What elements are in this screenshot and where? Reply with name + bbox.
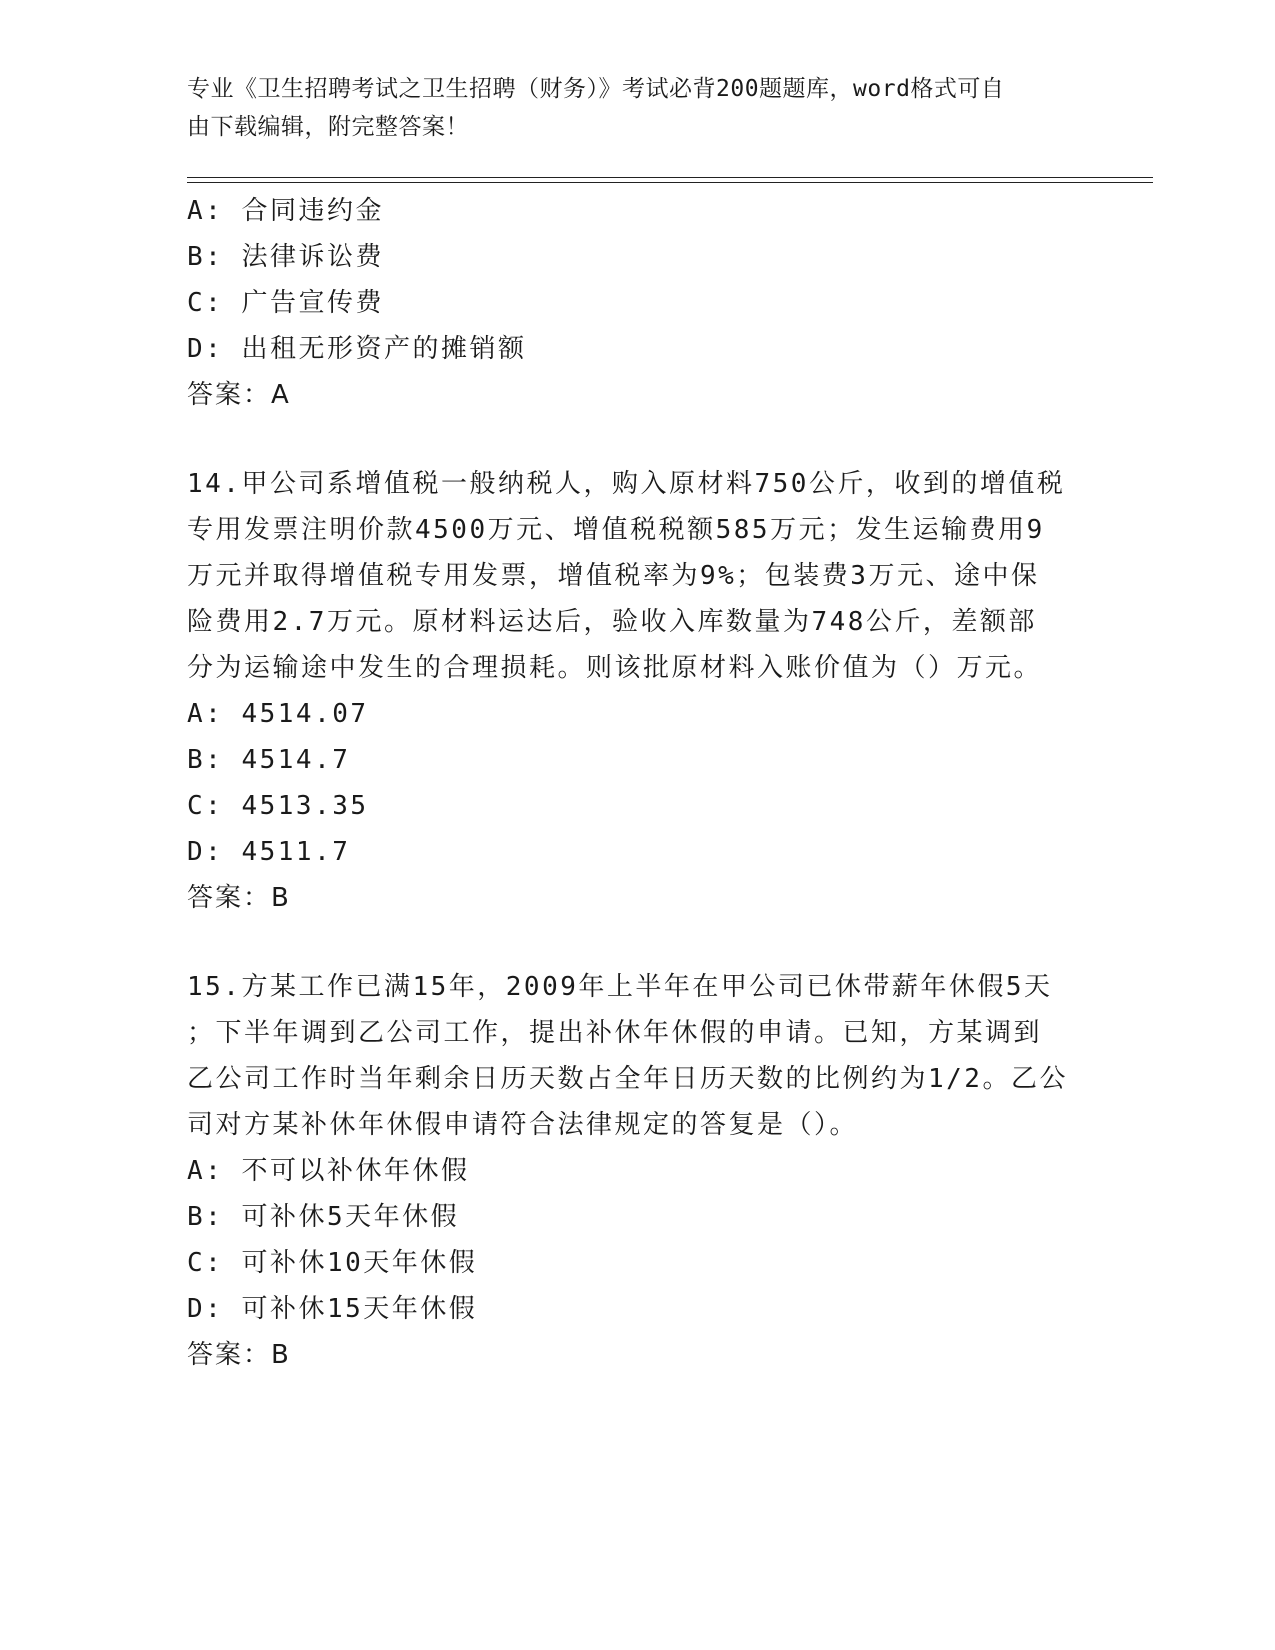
option-a: A: 合同违约金 (187, 196, 384, 226)
question-14 (187, 461, 1087, 921)
option-c: C: 4513.35 (187, 791, 369, 821)
question-stem-line: 司对方某补休年休假申请符合法律规定的答复是（）。 (187, 1110, 859, 1140)
question-stem-line: 分为运输途中发生的合理损耗。则该批原材料入账价值为（）万元。 (187, 653, 1043, 683)
option-b: B: 可补休5天年休假 (187, 1202, 460, 1232)
question-13-continuation (187, 188, 1087, 418)
question-stem-line: ；下半年调到乙公司工作，提出补休年休假的申请。已知，方某调到 (187, 1018, 1043, 1048)
question-stem-line: 专用发票注明价款4500万元、增值税税额585万元；发生运输费用9 (187, 515, 1045, 545)
option-c: C: 可补休10天年休假 (187, 1248, 478, 1278)
intro-line-2: 由下载编辑，附完整答案！ (187, 114, 469, 140)
option-b: B: 法律诉讼费 (187, 242, 384, 272)
question-15 (187, 964, 1087, 1378)
question-stem-line: 万元并取得增值税专用发票，增值税率为9%；包装费3万元、途中保 (187, 561, 1040, 591)
document-intro (187, 70, 1067, 146)
question-stem-line: 险费用2.7万元。原材料运达后，验收入库数量为748公斤，差额部 (187, 607, 1037, 637)
answer: 答案：B (187, 1340, 291, 1370)
question-stem-line: 14.甲公司系增值税一般纳税人，购入原材料750公斤，收到的增值税 (187, 469, 1066, 499)
option-c: C: 广告宣传费 (187, 288, 384, 318)
header-divider-top (187, 177, 1153, 178)
option-d: D: 可补休15天年休假 (187, 1294, 478, 1324)
option-d: D: 出租无形资产的摊销额 (187, 334, 527, 364)
option-a: A: 不可以补休年休假 (187, 1156, 470, 1186)
intro-line-1: 专业《卫生招聘考试之卫生招聘（财务）》考试必背200题题库，word格式可自 (187, 76, 1005, 102)
answer: 答案：B (187, 883, 291, 913)
option-b: B: 4514.7 (187, 745, 351, 775)
answer: 答案：A (187, 380, 291, 410)
question-stem-line: 乙公司工作时当年剩余日历天数占全年日历天数的比例约为1/2。乙公 (187, 1064, 1068, 1094)
header-divider-bottom (187, 182, 1153, 183)
option-d: D: 4511.7 (187, 837, 351, 867)
option-a: A: 4514.07 (187, 699, 369, 729)
question-stem-line: 15.方某工作已满15年，2009年上半年在甲公司已休带薪年休假5天 (187, 972, 1053, 1002)
